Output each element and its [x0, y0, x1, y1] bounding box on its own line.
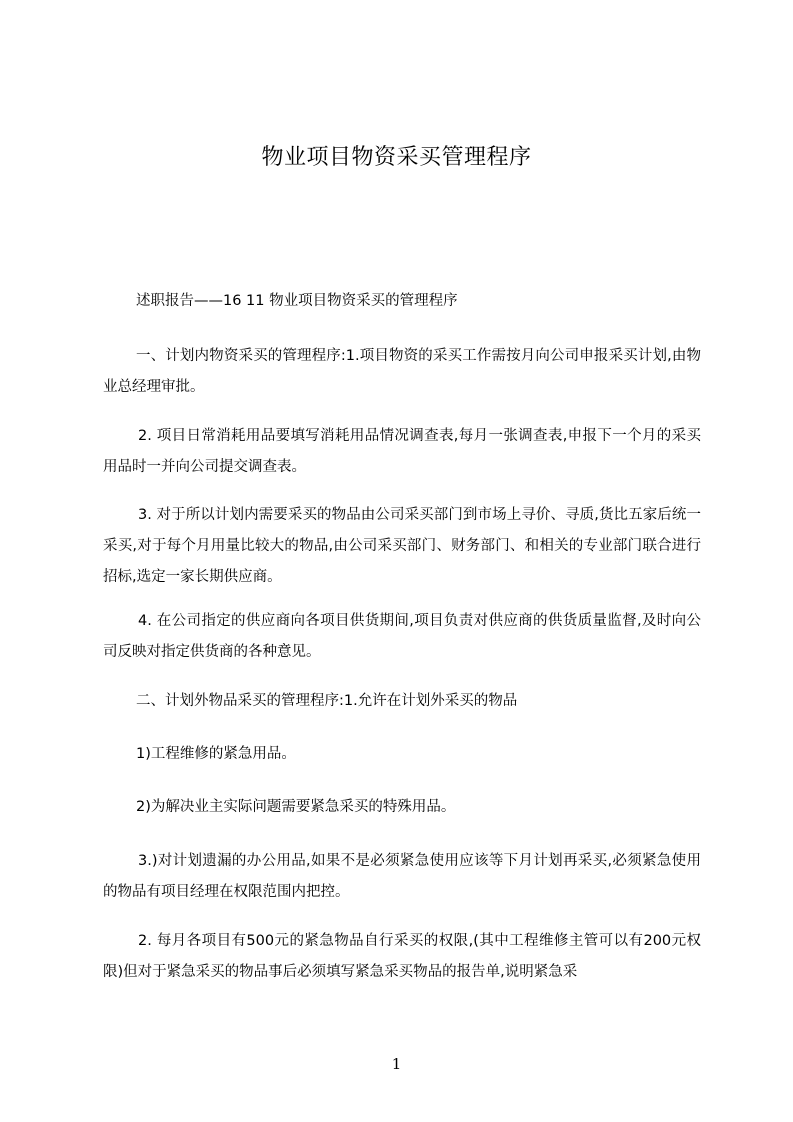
paragraph-item-2: 2. 项目日常消耗用品要填写消耗用品情况调查表,每月一张调查表,申报下一个月的采买用品时一并向公司提交调查表。 — [103, 428, 701, 475]
paragraph-section-one: 一、计划内物资采买的管理程序:1.项目物资的采买工作需按月向公司申报采买计划,由物业总经理审批。 — [103, 348, 701, 395]
paragraph-item-2-budget: 2. 每月各项目有500元的紧急物品自行采买的权限,(其中工程维修主管可以有200元权限)但对于紧急采买的物品事后必须填写紧急采买物品的报告单,说明紧急采 — [103, 933, 701, 980]
document-title: 物业项目物资采买管理程序 — [261, 145, 532, 170]
paragraph-subitem-1: 1)工程维修的紧急用品。 — [136, 746, 296, 762]
paragraph-report-heading: 述职报告——16 11 物业项目物资采买的管理程序 — [136, 293, 458, 309]
paragraph-section-two: 二、计划外物品采买的管理程序:1.允许在计划外采买的物品 — [136, 693, 518, 709]
paragraph-item-3: 3. 对于所以计划内需要采买的物品由公司采买部门到市场上寻价、寻质,货比五家后统一采买,对于每个月用量比较大的物品,由公司采买部门、财务部门、和相关的专业部门联合进行招标,选定一家长期供应商。 — [103, 507, 701, 585]
page-number: 1 — [391, 1055, 402, 1073]
paragraph-item-4: 4. 在公司指定的供应商向各项目供货期间,项目负责对供应商的供货质量监督,及时向公司反映对指定供货商的各种意见。 — [103, 613, 701, 660]
paragraph-subitem-2: 2)为解决业主实际问题需要紧急采买的特殊用品。 — [136, 799, 456, 815]
paragraph-subitem-3: 3.)对计划遗漏的办公用品,如果不是必须紧急使用应该等下月计划再采买,必须紧急使用的物品有项目经理在权限范围内把控。 — [103, 853, 701, 900]
